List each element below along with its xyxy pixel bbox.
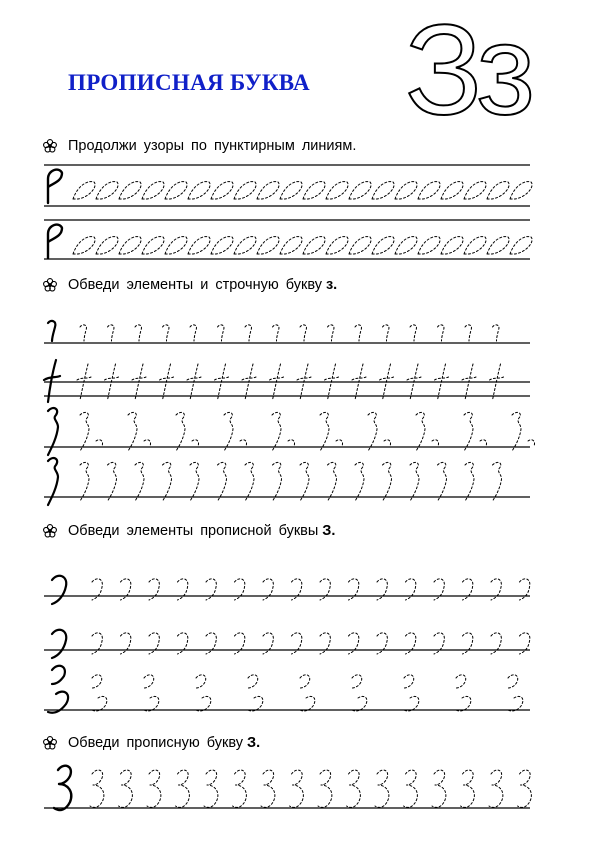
capital-letter-trace xyxy=(119,770,133,807)
uppercase-element-trace xyxy=(300,675,315,711)
uppercase-element-trace xyxy=(434,579,444,600)
uppercase-element-trace xyxy=(248,675,263,711)
uppercase-element-trace xyxy=(434,633,444,654)
uppercase-element-trace xyxy=(144,675,159,711)
pattern-loop xyxy=(211,182,233,199)
capital-letter-trace xyxy=(461,770,475,807)
pattern-loop xyxy=(510,237,532,254)
instruction-4-text: Обведи прописную букву xyxy=(68,735,244,751)
lowercase-element-trace xyxy=(464,412,473,451)
uppercase-element-trace xyxy=(508,675,523,711)
uppercase-element-example xyxy=(52,576,66,604)
pattern-loop xyxy=(257,182,279,199)
uppercase-element-trace xyxy=(320,633,330,654)
capital-letter-trace xyxy=(318,770,332,807)
uppercase-element-trace xyxy=(178,633,188,654)
pattern-loop xyxy=(165,237,187,254)
uppercase-element-trace xyxy=(263,579,273,600)
pattern-loop xyxy=(418,237,440,254)
lowercase-element-trace xyxy=(218,325,224,341)
uppercase-element-trace xyxy=(349,579,359,600)
instruction-4-letter: З. xyxy=(247,735,261,751)
lowercase-element-trace xyxy=(218,462,227,501)
lowercase-element-trace xyxy=(224,412,233,451)
uppercase-element-trace xyxy=(235,633,245,654)
lowercase-element-trace xyxy=(465,325,471,341)
pattern-loop xyxy=(303,182,325,199)
lowercase-element-trace xyxy=(108,462,117,501)
uppercase-element-trace xyxy=(404,675,419,711)
pattern-loop xyxy=(464,182,486,199)
lowercase-element-trace xyxy=(438,325,444,341)
uppercase-element-example xyxy=(48,666,68,713)
pattern-loop xyxy=(96,182,118,199)
lowercase-element-trace xyxy=(163,462,172,501)
lowercase-element-trace xyxy=(96,440,103,446)
pattern-example xyxy=(48,225,62,258)
uppercase-element-trace xyxy=(406,633,416,654)
uppercase-element-trace xyxy=(491,633,501,654)
uppercase-element-trace xyxy=(121,579,131,600)
capital-letter-trace xyxy=(290,770,304,807)
lowercase-element-trace xyxy=(80,325,86,341)
capital-letter-example xyxy=(54,766,71,810)
pattern-loop xyxy=(119,182,141,199)
uppercase-element-trace xyxy=(377,633,387,654)
capital-letter-trace xyxy=(147,770,161,807)
lowercase-element-trace xyxy=(384,440,391,446)
hero-letter-text: Зз xyxy=(405,16,529,128)
lowercase-element-trace xyxy=(383,462,392,501)
instruction-2-letter: з. xyxy=(325,277,338,293)
pattern-loop xyxy=(211,237,233,254)
pattern-loop xyxy=(188,182,210,199)
capital-letter-trace xyxy=(204,770,218,807)
uppercase-element-trace xyxy=(463,633,473,654)
lowercase-element-trace xyxy=(128,412,137,451)
lowercase-element-trace xyxy=(273,462,282,501)
pattern-loop xyxy=(510,182,532,199)
uppercase-element-trace xyxy=(206,579,216,600)
lowercase-element-trace xyxy=(273,325,279,341)
uppercase-element-trace xyxy=(406,579,416,600)
capital-letter-trace xyxy=(90,770,104,807)
capital-letter-trace xyxy=(176,770,190,807)
uppercase-element-trace xyxy=(178,579,188,600)
pattern-loop xyxy=(349,182,371,199)
uppercase-element-trace xyxy=(463,579,473,600)
pattern-loop xyxy=(188,237,210,254)
lowercase-element-trace xyxy=(240,440,247,446)
pattern-loop xyxy=(234,182,256,199)
lowercase-element-trace xyxy=(528,440,535,446)
capital-letter-trace xyxy=(404,770,418,807)
pattern-example xyxy=(48,170,62,203)
lowercase-element-example xyxy=(48,458,58,505)
lowercase-element-trace xyxy=(300,462,309,501)
pattern-loop xyxy=(395,182,417,199)
pattern-loop xyxy=(73,237,95,254)
pattern-loop xyxy=(257,237,279,254)
uppercase-element-trace xyxy=(352,675,367,711)
lowercase-element-trace xyxy=(465,462,474,501)
pattern-loop xyxy=(280,237,302,254)
capital-letter-trace xyxy=(261,770,275,807)
pattern-loop xyxy=(303,237,325,254)
instruction-3-text: Обведи элементы прописной буквы xyxy=(68,523,319,539)
lowercase-element-trace xyxy=(108,325,114,341)
pattern-loop xyxy=(349,237,371,254)
instruction-2-text: Обведи элементы и строчную букву xyxy=(68,277,322,293)
lowercase-element-trace xyxy=(432,440,439,446)
uppercase-element-trace xyxy=(292,633,302,654)
instruction-3-letter: З. xyxy=(322,523,336,539)
pattern-loop xyxy=(418,182,440,199)
pattern-loop xyxy=(487,182,509,199)
lowercase-element-trace xyxy=(192,440,199,446)
pattern-loop xyxy=(326,237,348,254)
pattern-loop xyxy=(234,237,256,254)
pattern-loop xyxy=(487,237,509,254)
pattern-loop xyxy=(96,237,118,254)
uppercase-element-trace xyxy=(121,633,131,654)
lowercase-element-trace xyxy=(245,325,251,341)
uppercase-element-trace xyxy=(292,579,302,600)
uppercase-element-trace xyxy=(491,579,501,600)
lowercase-element-trace xyxy=(493,462,502,501)
page-title: ПРОПИСНАЯ БУКВА xyxy=(68,70,310,95)
capital-letter-trace xyxy=(432,770,446,807)
uppercase-element-trace xyxy=(235,579,245,600)
lowercase-element-trace xyxy=(135,462,144,501)
lowercase-element-trace xyxy=(410,325,416,341)
pattern-loop xyxy=(326,182,348,199)
uppercase-element-trace xyxy=(206,633,216,654)
uppercase-element-trace xyxy=(92,675,107,711)
uppercase-element-trace xyxy=(92,579,102,600)
pattern-loop xyxy=(142,237,164,254)
pattern-loop xyxy=(372,237,394,254)
lowercase-element-trace xyxy=(328,462,337,501)
lowercase-element-trace xyxy=(80,462,89,501)
uppercase-element-trace xyxy=(456,675,471,711)
uppercase-element-trace xyxy=(263,633,273,654)
pattern-loop xyxy=(395,237,417,254)
pattern-loop xyxy=(372,182,394,199)
lowercase-element-trace xyxy=(176,412,185,451)
lowercase-element-trace xyxy=(300,325,306,341)
capital-letter-trace xyxy=(518,770,532,807)
uppercase-element-trace xyxy=(520,579,530,600)
uppercase-element-trace xyxy=(92,633,102,654)
uppercase-element-trace xyxy=(377,579,387,600)
capital-letter-trace xyxy=(233,770,247,807)
uppercase-element-trace xyxy=(149,579,159,600)
instruction-1-text: Продолжи узоры по пунктирным линиям. xyxy=(68,138,357,154)
lowercase-element-trace xyxy=(163,325,169,341)
lowercase-element-trace xyxy=(336,440,343,446)
lowercase-element-trace xyxy=(493,325,499,341)
lowercase-element-trace xyxy=(328,325,334,341)
pattern-loop xyxy=(441,237,463,254)
uppercase-element-trace xyxy=(149,633,159,654)
lowercase-element-trace xyxy=(144,440,151,446)
pattern-loop xyxy=(119,237,141,254)
uppercase-element-example xyxy=(52,630,66,658)
pattern-loop xyxy=(165,182,187,199)
lowercase-element-trace xyxy=(80,412,89,451)
lowercase-element-trace xyxy=(320,412,329,451)
uppercase-element-trace xyxy=(196,675,211,711)
uppercase-element-trace xyxy=(349,633,359,654)
lowercase-element-trace xyxy=(288,440,295,446)
uppercase-element-trace xyxy=(320,579,330,600)
pattern-loop xyxy=(73,182,95,199)
lowercase-element-trace xyxy=(410,462,419,501)
lowercase-element-trace xyxy=(272,412,281,451)
lowercase-element-example xyxy=(48,408,58,455)
lowercase-element-trace xyxy=(416,412,425,451)
lowercase-element-trace xyxy=(190,325,196,341)
lowercase-element-trace xyxy=(355,325,361,341)
lowercase-element-trace xyxy=(368,412,377,451)
lowercase-element-trace xyxy=(383,325,389,341)
lowercase-element-trace xyxy=(190,462,199,501)
capital-letter-trace xyxy=(347,770,361,807)
lowercase-element-example xyxy=(48,321,55,341)
lowercase-element-trace xyxy=(135,325,141,341)
lowercase-element-trace xyxy=(245,462,254,501)
pattern-loop xyxy=(280,182,302,199)
pattern-loop xyxy=(464,237,486,254)
capital-letter-trace xyxy=(375,770,389,807)
lowercase-element-trace xyxy=(355,462,364,501)
lowercase-element-trace xyxy=(480,440,487,446)
lowercase-element-trace xyxy=(438,462,447,501)
pattern-loop xyxy=(142,182,164,199)
pattern-loop xyxy=(441,182,463,199)
capital-letter-trace xyxy=(489,770,503,807)
uppercase-element-trace xyxy=(520,633,530,654)
lowercase-element-trace xyxy=(512,412,521,451)
